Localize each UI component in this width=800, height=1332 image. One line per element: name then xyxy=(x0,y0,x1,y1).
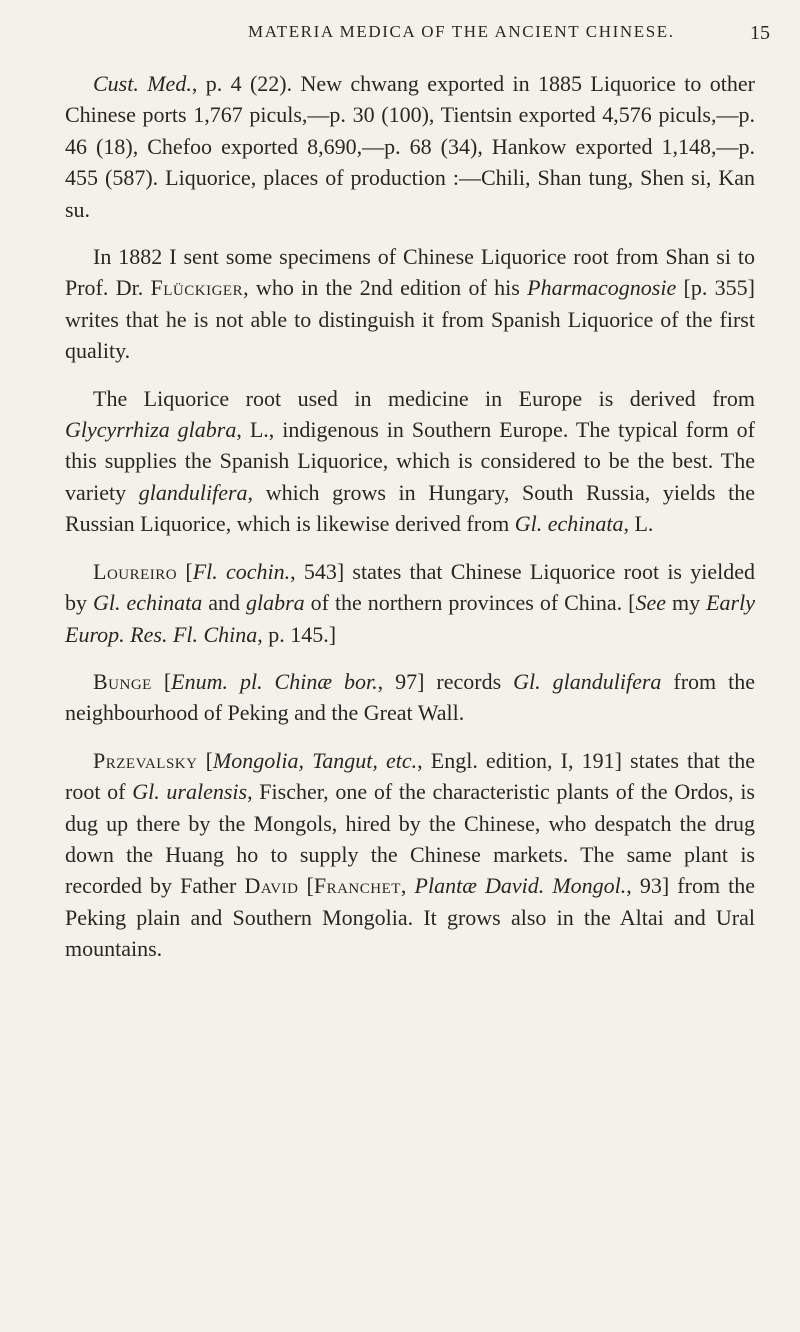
paragraph-text: my xyxy=(666,590,707,616)
paragraph-text: In 1882 I sent some specimens of Chinese Liquorice root from Shan si to Prof. Dr. xyxy=(65,244,755,301)
species-name: Gl. uralensis xyxy=(132,779,248,805)
running-head xyxy=(230,22,770,52)
page-number: 15 xyxy=(750,22,770,44)
paragraph-text: [ xyxy=(197,747,213,773)
paragraph-text: , which grows in Hungary, South Russia, yields the Russian Liquorice, which is likewise derived from xyxy=(65,479,755,537)
paragraph-europe xyxy=(65,383,755,540)
body-text xyxy=(65,68,755,981)
species-name: Gl. echinata xyxy=(92,590,203,616)
author-name: Bunge xyxy=(93,668,152,694)
paragraph-text: of the northern provinces of China. [ xyxy=(304,590,636,616)
species-name: glabra xyxy=(245,590,305,616)
paragraph-text: , xyxy=(400,873,415,899)
cross-reference: See xyxy=(635,590,667,616)
book-title: Plantæ David. Mongol. xyxy=(414,873,627,899)
paragraph-text: , p. 145.] xyxy=(257,621,337,647)
book-title: Early Europ. Res. Fl. China xyxy=(65,590,755,647)
paragraph-text: [ xyxy=(298,873,314,899)
paragraph-text: and xyxy=(202,590,246,616)
citation-title: Cust. Med. xyxy=(93,71,192,96)
paragraph-text: , who in the 2nd edition of his xyxy=(243,275,528,301)
author-name: Loureiro xyxy=(93,558,178,584)
paragraph-text: The Liquorice root used in medicine in Europe is derived from xyxy=(93,385,755,411)
paragraph-przevalsky xyxy=(65,745,755,965)
author-name: Franchet xyxy=(313,873,401,899)
paragraph-text: , Fischer, one of the characteristic plants of the Ordos, is dug up there by the Mongols, hired by the Chinese, who despatch the drug down the Huang ho to supply the Chinese markets. The same plant is recorded by Father xyxy=(65,779,755,899)
paragraph-text: , 543] states that Chinese Liquorice root is yielded by xyxy=(65,558,755,616)
paragraph-loureiro xyxy=(65,556,755,650)
species-name: Glycyrrhiza glabra xyxy=(65,417,237,443)
paragraph-text: [ xyxy=(177,558,193,584)
paragraph-exports xyxy=(65,68,755,225)
author-name: David xyxy=(244,873,299,899)
paragraph-text: [p. 355] writes that he is not able to distinguish it from Spanish Liquorice of the first quality. xyxy=(65,275,756,364)
running-title: MATERIA MEDICA OF THE ANCIENT CHINESE. xyxy=(248,22,675,41)
book-title: Enum. pl. Chinæ bor. xyxy=(171,668,378,694)
paragraph-text: , 97] records xyxy=(377,668,514,694)
paragraph-bunge xyxy=(65,666,755,729)
author-name: Przevalsky xyxy=(93,747,198,773)
species-name: Gl. glandulifera xyxy=(513,668,662,694)
species-name: glandulifera xyxy=(138,479,248,505)
paragraph-fluckiger xyxy=(65,241,755,367)
book-title: Pharmacognosie xyxy=(527,275,677,301)
book-title: Mongolia, Tangut, etc. xyxy=(212,747,418,773)
paragraph-text: , p. 4 (22). New chwang exported in 1885 Liquorice to other Chinese ports 1,767 piculs,—p. 30 (100), Tientsin exported 4,576 piculs,—p. 46 (18), Chefoo exported 8,690,—p. 68 (34), Hankow exported 1,148,—p. 455 (587). Liquorice, places of production :—Chili, Shan tung, Shen si, Kan su. xyxy=(65,71,755,222)
book-title: Fl. cochin. xyxy=(192,558,291,584)
author-name: Flückiger xyxy=(150,275,244,301)
paragraph-text: [ xyxy=(151,668,172,694)
paragraph-text: , Engl. edition, I, 191] states that the root of xyxy=(65,747,755,805)
paragraph-text: , 93] from the Peking plain and Southern Mongolia. It grows also in the Altai and Ural mountains. xyxy=(65,873,756,962)
paragraph-text: , L. xyxy=(623,511,654,537)
species-name: Gl. echinata xyxy=(514,511,624,537)
paragraph-text: , L., indigenous in Southern Europe. The typical form of this supplies the Spanish Liquorice, which is considered to be the best. The variety xyxy=(65,417,755,505)
paragraph-text: from the neighbourhood of Peking and the Great Wall. xyxy=(65,668,756,726)
